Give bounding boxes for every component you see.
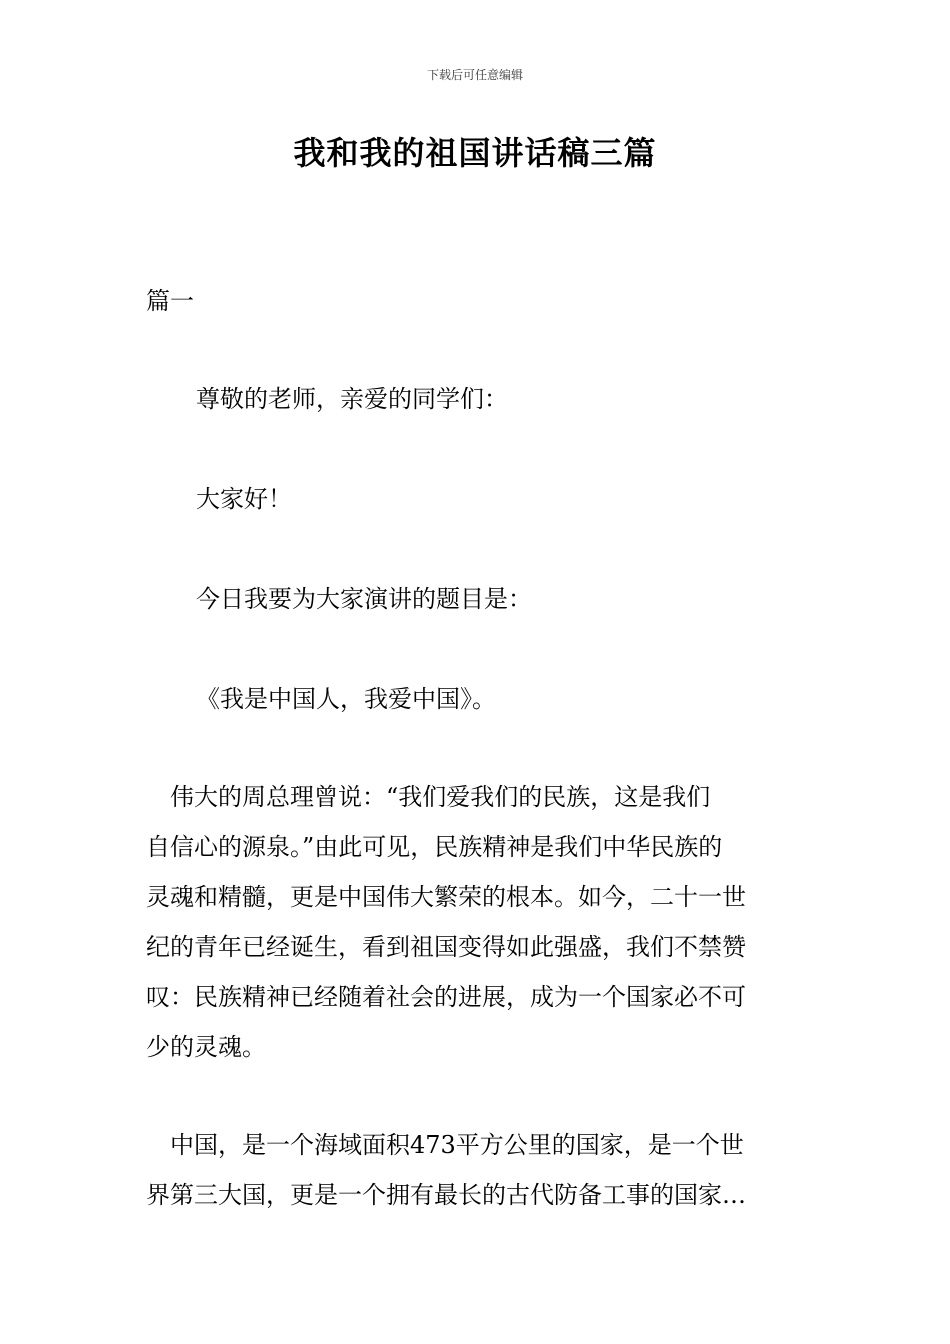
paragraph-line: 纪的青年已经诞生，看到祖国变得如此强盛，我们不禁赞 [146,933,746,961]
paragraph-1 [146,772,806,1072]
greeting-line: 大家好！ [196,485,292,513]
salutation-line: 尊敬的老师，亲爱的同学们： [196,385,508,413]
paragraph-line: 界第三大国，更是一个拥有最长的古代防备工事的国家… [146,1181,746,1209]
paragraph-line: 伟大的周总理曾说：“我们爱我们的民族，这是我们 [146,783,711,811]
paragraph-line: 自信心的源泉。”由此可见，民族精神是我们中华民族的 [146,833,723,861]
paragraph-line: 灵魂和精髓，更是中国伟大繁荣的根本。如今，二十一世 [146,883,746,911]
document-title: 我和我的祖国讲话稿三篇 [293,134,657,172]
intro-line: 今日我要为大家演讲的题目是： [196,585,532,613]
paragraph-2 [146,1120,806,1220]
paragraph-line: 少的灵魂。 [146,1033,266,1061]
paragraph-line: 叹：民族精神已经随着社会的进展，成为一个国家必不可 [146,983,746,1011]
paragraph-line: 中国，是一个海域面积473平方公里的国家，是一个世 [146,1131,744,1159]
section-label: 篇一 [146,287,194,315]
topic-line: 《我是中国人，我爱中国》。 [196,685,496,713]
page-header-note: 下载后可任意编辑 [426,68,523,82]
